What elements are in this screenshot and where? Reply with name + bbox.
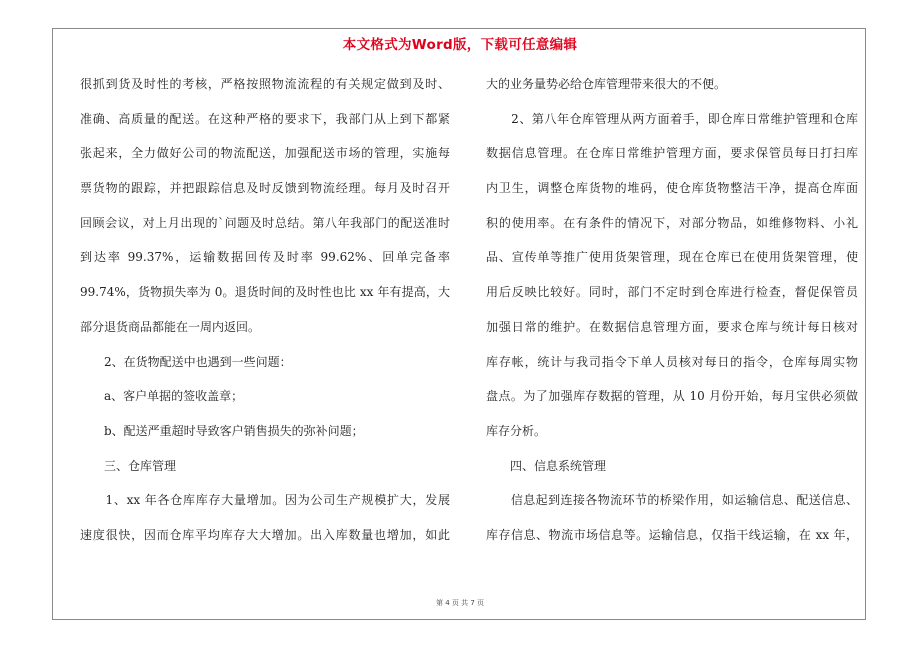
text-line: 盘点。为了加强库存数据的管理，从 10 月份开始，每月宝供必须做 — [486, 389, 858, 404]
text-line: 部分退货商品都能在一周内返回。 — [80, 319, 261, 334]
text-line: 四、信息系统管理 — [486, 458, 607, 473]
text-line: 回顾会议，对上月出现的`问题及时总结。第八年我部门的配送准时 — [80, 215, 450, 230]
text-line: 库存信息、物流市场信息等。运输信息，仅指干线运输，在 xx 年， — [486, 527, 858, 542]
text-line: 2、在货物配送中也遇到一些问题： — [80, 354, 292, 369]
text-line: 2、第八年仓库管理从两方面着手，即仓库日常维护管理和仓库 — [486, 111, 858, 126]
text-line: 数据信息管理。在仓库日常维护管理方面，要求保管员每日打扫库 — [486, 146, 858, 161]
text-line: b、配送严重超时导致客户销售损失的弥补问题； — [80, 423, 364, 438]
text-line: 速度很快，因而仓库平均库存大大增加。出入库数量也增加，如此 — [80, 527, 450, 542]
left-text-column — [80, 74, 450, 560]
text-line: 积的使用率。在有条件的情况下，对部分物品，如维修物料、小礼 — [486, 215, 858, 230]
text-line: a、客户单据的签收盖章； — [80, 389, 244, 404]
page-number-footer: 第 4 页 共 7 页 — [435, 599, 485, 607]
text-line: 库存帐，统计与我司指令下单人员核对每日的指令，仓库每周实物 — [486, 354, 858, 369]
text-line: 张起来，全力做好公司的物流配送，加强配送市场的管理，实施每 — [80, 146, 450, 161]
text-line: 品、宣传单等推广使用货架管理，现在仓库已在使用货架管理，使 — [486, 250, 858, 265]
text-line: 准确、高质量的配送。在这种严格的要求下，我部门从上到下都紧 — [80, 111, 450, 126]
text-line: 大的业务量势必给仓库管理带来很大的不便。 — [486, 77, 727, 91]
text-line: 很抓到货及时性的考核，严格按照物流流程的有关规定做到及时、 — [80, 77, 450, 91]
text-line: 加强日常的维护。在数据信息管理方面，要求仓库与统计每日核对 — [486, 319, 858, 334]
word-format-banner: 本文格式为Word版，下载可任意编辑 — [342, 37, 578, 53]
text-line: 票货物的跟踪，并把跟踪信息及时反馈到物流经理。每月及时召开 — [80, 181, 450, 196]
text-line: 到达率 99.37%，运输数据回传及时率 99.62%、回单完备率 — [80, 250, 450, 265]
text-line: 三、仓库管理 — [80, 458, 177, 473]
text-line: 用后反映比较好。同时，部门不定时到仓库进行检查，督促保管员 — [486, 285, 858, 300]
text-line: 库存分析。 — [486, 423, 547, 438]
right-text-column — [486, 74, 858, 560]
text-line: 99.74%，货物损失率为 0。退货时间的及时性也比 xx 年有提高，大 — [80, 285, 450, 300]
text-line: 信息起到连接各物流环节的桥梁作用，如运输信息、配送信息、 — [486, 493, 858, 508]
text-line: 1、xx 年各仓库库存大量增加。因为公司生产规模扩大，发展 — [80, 493, 450, 508]
text-line: 内卫生，调整仓库货物的堆码，使仓库货物整洁干净，提高仓库面 — [486, 181, 858, 196]
